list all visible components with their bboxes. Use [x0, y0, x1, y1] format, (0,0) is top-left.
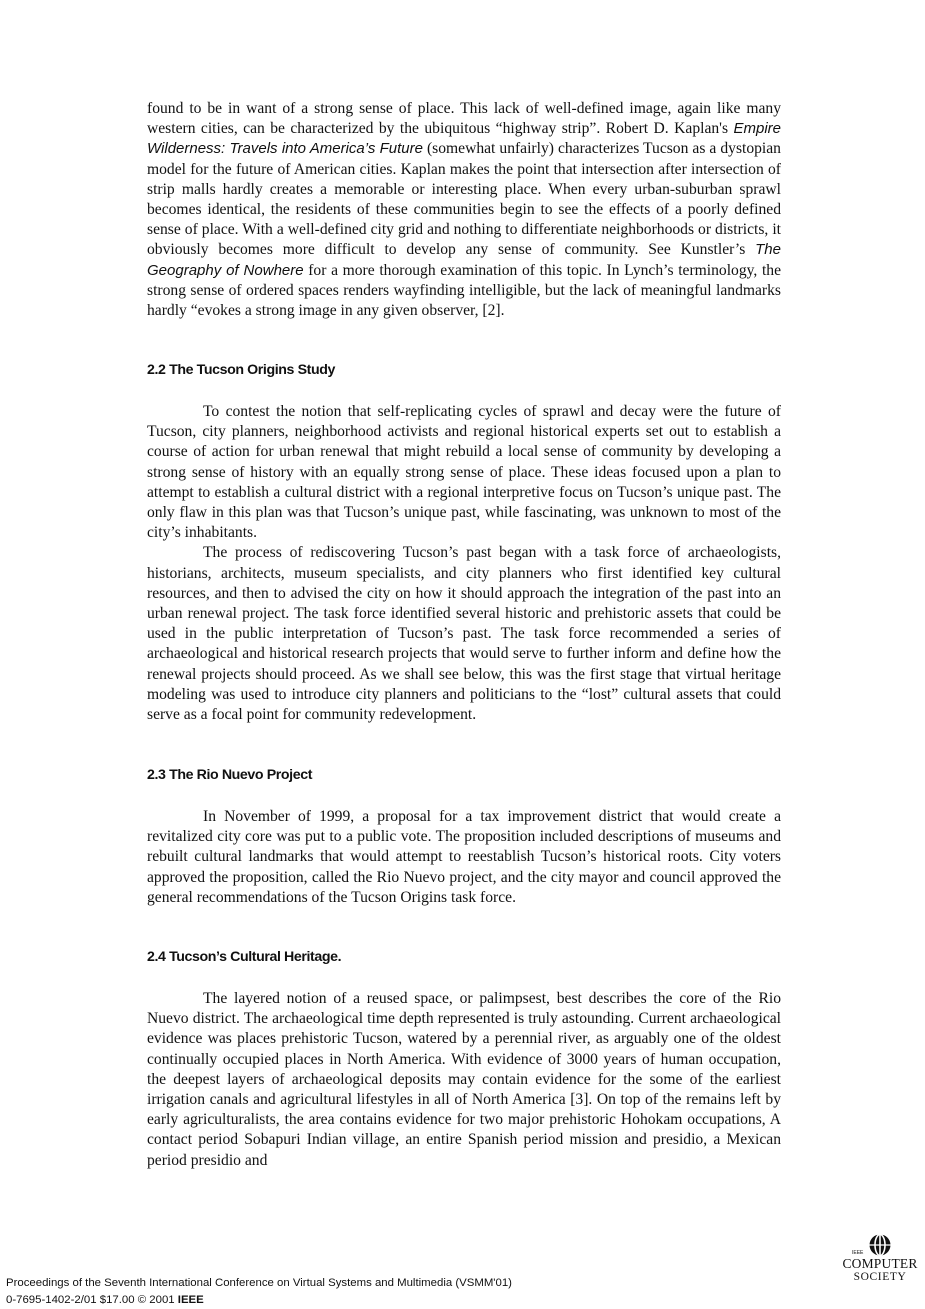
ieee-globe-icon [867, 1233, 893, 1257]
intro-paragraph [147, 99, 781, 321]
section-heading-2-2: 2.2 The Tucson Origins Study [147, 362, 335, 378]
section-2-3-heading-block [147, 767, 781, 783]
section-heading-2-3: 2.3 The Rio Nuevo Project [147, 767, 313, 783]
section-2-2-body [147, 402, 781, 725]
footer-isbn-line [6, 1294, 204, 1306]
intro-paragraph-block [147, 99, 781, 321]
logo-ieee-small-text: IEEE [852, 1250, 864, 1256]
footer-proceedings-line: Proceedings of the Seventh International Conference on Virtual Systems and Multimedia (VSMM'01) [6, 1277, 512, 1289]
logo-computer-text: COMPUTER [842, 1256, 918, 1271]
section-2-2-heading-block [147, 362, 781, 378]
section-2-3-body [147, 807, 781, 908]
section-2-4-heading-block [147, 949, 781, 965]
intro-text-3: for a more thorough examination of this topic. In Lynch’s terminology, the strong sense of ordered spaces renders wayfinding intelligible, but the lack of meaningful landmarks hardly “evokes a strong image in any given observer, [2]. [147, 261, 782, 320]
section-2-2-paragraph-2: The process of rediscovering Tucson’s past began with a task force of archaeologists, historians, architects, museum specialists, and city planners who first identified key cultural resources, and then to advised the city on how it should approach the integration of the past into an urban renewal project. The task force identified several historic and prehistoric assets that could be used in the public interpretation of Tucson’s past. The task force recommended a series of archaeological and historical research projects that would serve to further inform and define how the renewal projects should proceed. As we shall see below, this was the first stage that virtual heritage modeling was used to introduce city planners and politicians to the “lost” cultural assets that could serve as a focal point for community redevelopment. [147, 544, 781, 724]
section-2-3-paragraph-1: In November of 1999, a proposal for a tax improvement district that would create a revitalized city core was put to a public vote. The proposition included descriptions of museums and rebuilt cultural landmarks that would attempt to reestablish Tucson’s historical roots. City voters approved the proposition, called the Rio Nuevo project, and the city mayor and council approved the general recommendations of the Tucson Origins task force. [147, 808, 781, 906]
footer-isbn-text: 0-7695-1402-2/01 $17.00 © 2001 [6, 1294, 178, 1306]
ieee-computer-society-logo [838, 1233, 922, 1289]
intro-text-2: (somewhat unfairly) characterizes Tucson as a dystopian model for the future of American cities. Kaplan makes the point that intersection after intersection of strip malls hardly creates a memorable or interesting place. When every urban-suburban sprawl becomes identical, the residents of these communities begin to see the effects of a poorly defined sense of place. With a well-defined city grid and nothing to differentiate neighborhoods or districts, it obviously becomes more difficult to develop any sense of community. See Kunstler’s [147, 140, 781, 259]
section-2-4-body [147, 989, 781, 1171]
intro-text-1: found to be in want of a strong sense of place. This lack of well-defined image, again like many western cities, can be characterized by the ubiquitous “highway strip”. Robert D. Kaplan's [147, 100, 781, 138]
section-heading-2-4: 2.4 Tucson’s Cultural Heritage. [147, 949, 342, 965]
section-2-2-paragraph-1: To contest the notion that self-replicating cycles of sprawl and decay were the future of Tucson, city planners, neighborhood activists and regional historical experts set out to establish a course of action for urban renewal that might rebuild a local sense of community by developing a strong sense of history with an equally strong sense of place. These ideas focused upon a plan to attempt to establish a cultural district with a regional interpretive focus on Tucson’s unique past. The only flaw in this plan was that Tucson’s unique past, while fascinating, was unknown to most of the city’s inhabitants. [147, 403, 781, 542]
logo-society-text: SOCIETY [853, 1271, 907, 1283]
footer-ieee-label: IEEE [177, 1294, 204, 1306]
book-title-geography-of-nowhere: The Geography of Nowhere [147, 241, 781, 279]
section-2-4-paragraph-1: The layered notion of a reused space, or palimpsest, best describes the core of the Rio Nuevo district. The archaeological time depth represented is truly astounding. Current archaeological evidence was places prehistoric Tucson, watered by a perennial river, as arguably one of the oldest continually occupied places in North America. With evidence of 3000 years of human occupation, the deepest layers of archaeological deposits may contain evidence for the some of the earliest irrigation canals and agricultural lifestyles in all of North America [3]. On top of the remains left by early agriculturalists, the area contains evidence for two major prehistoric Hohokam occupations, A contact period Sobapuri Indian village, an entire Spanish period mission and presidio, a Mexican period presidio and [147, 990, 781, 1169]
book-title-empire-wilderness: Empire Wilderness: Travels into America’s Future [147, 120, 781, 158]
